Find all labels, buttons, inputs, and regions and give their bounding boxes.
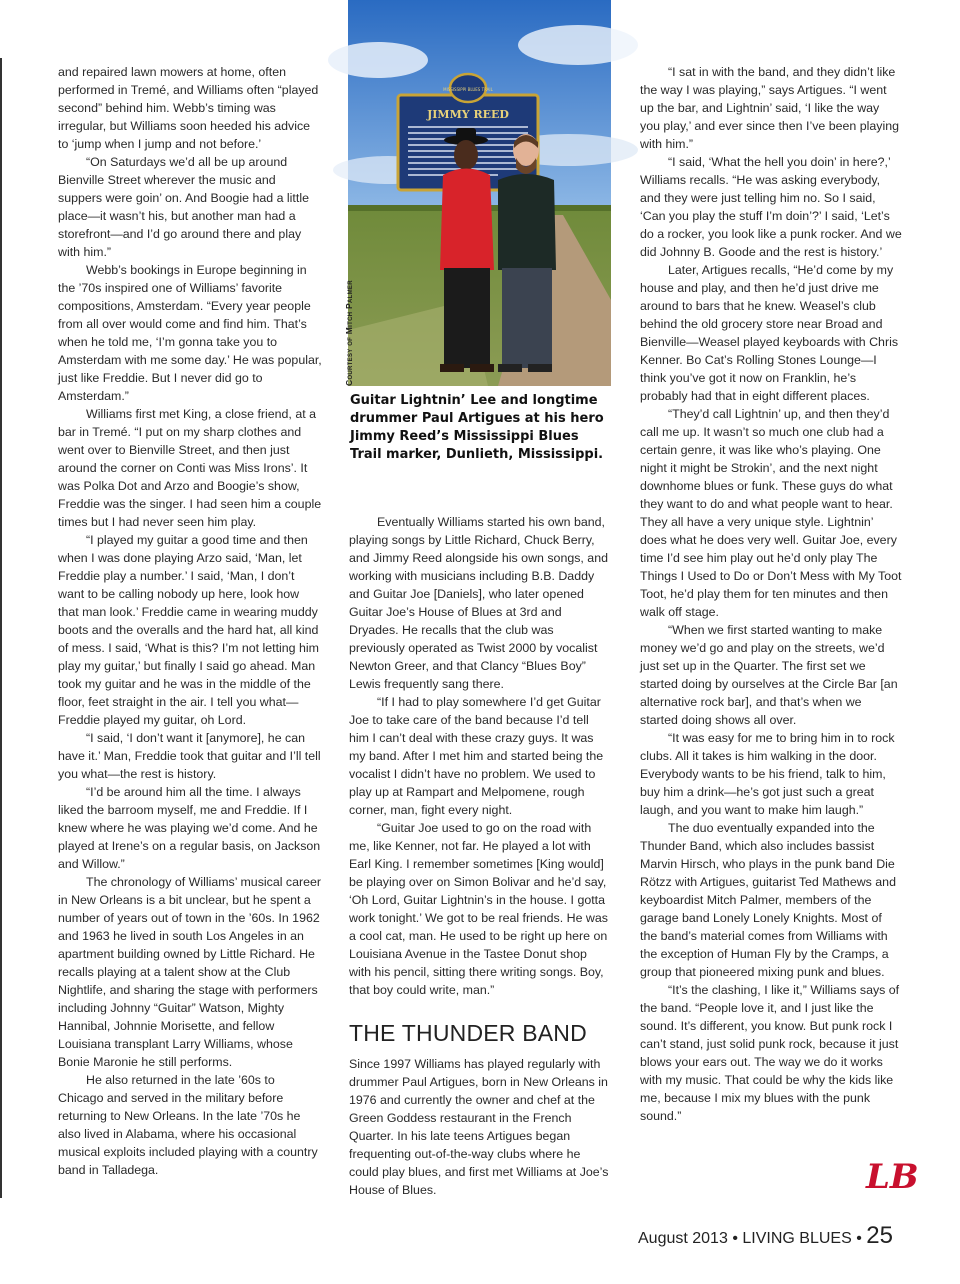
marker-badge: MISSISSIPPI BLUES TRAIL bbox=[443, 87, 493, 92]
paragraph: Since 1997 Williams has played regularly with drummer Paul Artigues, born in New Orleans in 1976 and currently the owner and chef at the Green Goddess restaurant in the French Quarter. In his late teens Artigues began frequenting out-of-the-way clubs where he could play blues, and first met Williams at Joe’s House of Blues. bbox=[349, 1057, 609, 1197]
column-2 bbox=[349, 513, 611, 999]
paragraph: “It was easy for me to bring him in to rock clubs. All it takes is him walking in the door. Everybody wants to be his friend, talk to him, buy him a drink—he’s got just such a great laugh, and you want to make him laugh.” bbox=[640, 731, 895, 817]
photo-credit bbox=[332, 280, 354, 386]
photo-credit-text: Courtesy of Mitch Palmer bbox=[344, 280, 354, 386]
paragraph: “On Saturdays we’d all be up around Bienville Street wherever the music and suppers were goin’ on. And Boogie had a little place—it wasn’t his, but another man had a storefront—and I’d go around there and play with him.” bbox=[58, 155, 309, 259]
paragraph: “I sat in with the band, and they didn’t like the way I was playing,” says Artigues. “I went up the bar, and Lightnin’ said, ‘I like the way you play,’ and ever since then I’ve been playing with him.” bbox=[640, 65, 899, 151]
section-heading: THE THUNDER BAND bbox=[349, 1020, 587, 1046]
page-footer bbox=[638, 1222, 908, 1256]
page-edge-rule bbox=[0, 58, 2, 1198]
paragraph: and repaired lawn mowers at home, often performed in Tremé, and Williams often “played second” behind him. Webb’s timing was irregular, but Williams soon heeded his advice to ‘jump when I jump and not before.’ bbox=[58, 65, 319, 151]
paragraph: “I’d be around him all the time. I always liked the barroom myself, me and Freddie. If I knew where he was playing we’d come. And he played at Irene’s on a regular basis, on Jackson and Willow.” bbox=[58, 785, 321, 871]
column-2-section bbox=[349, 1055, 611, 1199]
paragraph: The duo eventually expanded into the Thunder Band, which also includes bassist Marvin Hirsch, who plays in the punk band Die Rötzz with Artigues, guitarist Ted Mathews and keyboardist Mitch Palmer, members of the garage band Lonely Lonely Knights. Most of the band’s material comes from Williams with the exception of Human Fly by the Cramps, a group that pioneered mixing punk and blues. bbox=[640, 821, 896, 979]
footer-date: August 2013 bbox=[638, 1230, 728, 1247]
blues-trail-photo bbox=[348, 0, 611, 386]
page-number: 25 bbox=[866, 1222, 893, 1249]
paragraph: “Guitar Joe used to go on the road with me, like Kenner, not far. He played a lot with Earl King. I remember sometimes [King would] be playing over on Simon Bolivar and he’d say, ‘Oh Lord, Guitar Lightnin’s in the house. I gotta work tonight.’ We got to be real friends. He was a cool cat, man. He used to be right up here on Louisiana Avenue in the Tastee Donut shop with his pencil, sitting there writing songs. Boy, that boy could write, man.” bbox=[349, 821, 608, 997]
logo-text: LB bbox=[866, 1157, 919, 1197]
footer-bullet: • bbox=[732, 1230, 738, 1247]
photo-caption: Guitar Lightnin’ Lee and longtime drummer Paul Artigues at his hero Jimmy Reed’s Mississippi Blues Trail marker, Dunlieth, Mississippi. bbox=[350, 393, 604, 462]
paragraph: He also returned in the late ’60s to Chicago and served in the military before returning to New Orleans. In the late ’70s he also lived in Alabama, where his occasional musical exploits included playing with a country band in Talladega. bbox=[58, 1073, 318, 1177]
marker-title: JIMMY REED bbox=[427, 108, 509, 121]
footer-bullet: • bbox=[856, 1230, 862, 1247]
paragraph: “They’d call Lightnin’ up, and then they’d call me up. It wasn’t so much one club had a certain genre, it was like who’s playing. One night it might be Strokin’, and the next night downhome blues or funk. These guys do what they want to do and what people want to hear. They all have a very unique style. Lightnin’ does what he does very well. Guitar Joe, every time I’d see him play out he’d only play The Things I Used to Do or Don’t Mess with My Toot Toot, he’d play them for ten minutes and then walk off stage. bbox=[640, 407, 902, 619]
photo-illustration bbox=[348, 0, 611, 386]
paragraph: Later, Artigues recalls, “He’d come by my house and play, and then he’d just drive me around to bars that he knew. Weasel’s club behind the old grocery store near Broad and Bienville—Weasel played keyboards with Chris Kenner. Bo Cat’s Rolling Stones Lounge—I think you’ve got it now on Franklin, he’s probably had that in eight different places. bbox=[640, 263, 899, 403]
lb-logo-icon bbox=[862, 1150, 919, 1197]
paragraph: The chronology of Williams’ musical career in New Orleans is a bit unclear, but he spent a number of years out of town in the ’60s. In 1962 and 1963 he lived in south Los Angeles in an apartment building owned by Little Richard. He recalls playing at a talent show at the Club Nightlife, and sharing the stage with performers including Johnny “Guitar” Watson, Mighty Hannibal, Johnnie Morisette, and fellow Louisiana transplant Larry Williams, whose Bonie Maronie he still performs. bbox=[58, 875, 322, 1069]
column-3 bbox=[640, 63, 902, 1125]
paragraph: “When we first started wanting to make money we’d go and play on the streets, we’d just set up in the Quarter. The first set we started doing by ourselves at the Circle Bar [an alternative rock bar], and that’s when we started doing shows all over. bbox=[640, 623, 898, 727]
paragraph: “If I had to play somewhere I’d get Guitar Joe to take care of the band because I’d tell him I can’t deal with these crazy guys. It was my band. After I met him and started being the vocalist I didn’t have no problem. We used to play up at Rampart and Melpomene, rough corner, man, fight every night. bbox=[349, 695, 604, 817]
paragraph: Williams first met King, a close friend, at a bar in Tremé. “I put on my sharp clothes and went over to Bienville Street, and then just around the corner on Conti was Miss Irons’. It was Polka Dot and Arzo and Boogie’s show, Freddie was the singer. I had seen him a couple times but I had never seen him play. bbox=[58, 407, 322, 529]
paragraph: “It’s the clashing, I like it,” Williams says of the band. “People love it, and I just like the sound. It’s different, you know. But punk rock I can’t stand, just solid punk rock, because it just blows your ears out. The way we do it works with my music. That could be why the kids like me, because I mix my blues with the punk sound.” bbox=[640, 983, 900, 1123]
paragraph: Webb’s bookings in Europe beginning in the ’70s inspired one of Williams’ favorite compositions, Amsterdam. “Every year people from all over would come and find him. That’s when he told me, ‘I’m gonna take you to Amsterdam with me some day.’ He was popular, just like Freddie. But I never did go to Amsterdam.” bbox=[58, 263, 322, 403]
footer-magazine: LIVING BLUES bbox=[742, 1230, 852, 1247]
column-1 bbox=[58, 63, 322, 1179]
paragraph: “I said, ‘I don’t want it [anymore], he can have it.’ Man, Freddie took that guitar and I’ll tell you what—the rest is history. bbox=[58, 731, 321, 781]
paragraph: Eventually Williams started his own band, playing songs by Little Richard, Chuck Berry, and Jimmy Reed alongside his own songs, and working with musicians including B.B. Daddy and Guitar Joe [Daniels], who later opened Guitar Joe’s House of Blues at 3rd and Dryades. He recalls that the club was previously operated as Twist 2000 by vocalist Newton Greer, and that Clancy “Blues Boy” Lewis frequently sang there. bbox=[349, 515, 608, 691]
paragraph: “I played my guitar a good time and then when I was done playing Arzo said, ‘Man, let Freddie play a number.’ I said, ‘Man, I don’t want to be calling nobody up here, look how that man look.’ Freddie came in wearing muddy boots and the overalls and the hard hat, all kind of mess. I said, ‘What is this? I’m not letting him play my guitar,’ but finally I said go ahead. Man took my guitar and he was in the middle of the floor, feet straight in the air. I tell you what—Freddie played my guitar, oh Lord. bbox=[58, 533, 319, 727]
paragraph: “I said, ‘What the hell you doin’ in here?,’ Williams recalls. “He was asking everybody, and they were just telling him no. So I said, ‘Can you play the stuff I’m doin’?’ I said, ‘Let’s do a rocker, you look like a punk rocker. And we did Johnny B. Goode and the rest is history.’ bbox=[640, 155, 902, 259]
living-blues-logo bbox=[862, 1150, 919, 1197]
